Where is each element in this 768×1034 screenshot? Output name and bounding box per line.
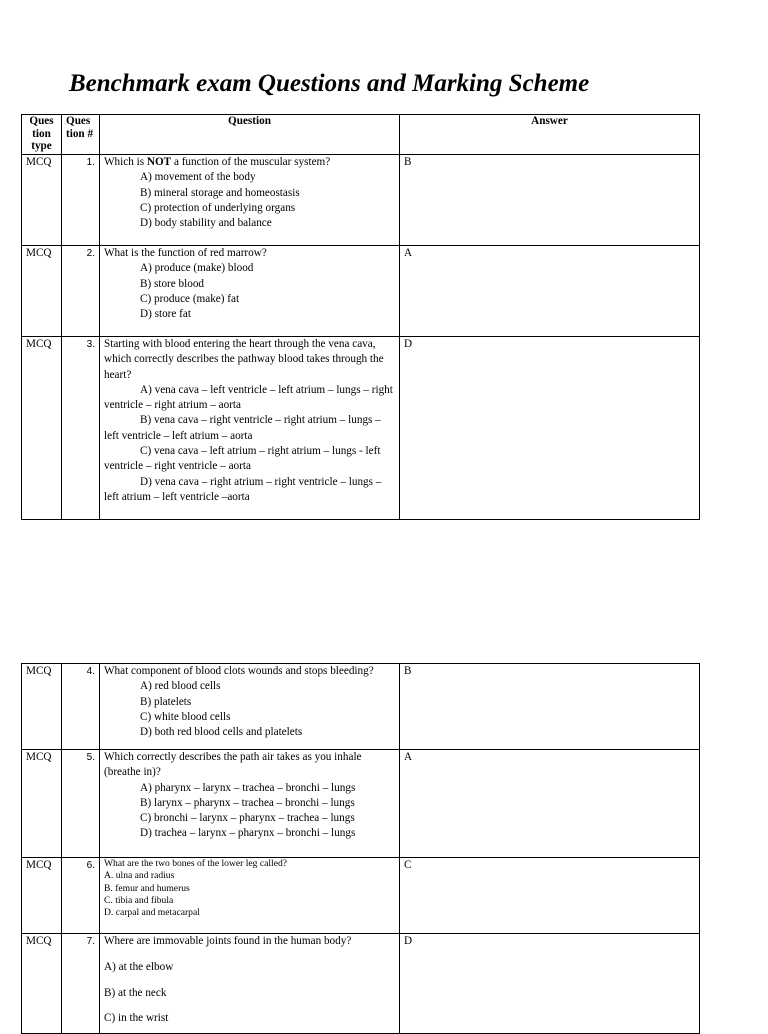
question-cell [100,934,400,1034]
question-cell [100,664,400,750]
question-type: MCQ [22,858,62,934]
emphasis-not: NOT [146,156,172,168]
option-d: D. carpal and metacarpal [104,907,200,919]
question-number: 2. [62,246,100,337]
question-cell [100,155,400,246]
answer-cell: D [400,337,700,520]
option-b: B) vena cava – right ventricle – right atrium – lungs – left ventricle – left atrium – aorta [104,414,381,442]
option-a: A) vena cava – left ventricle – left atrium – lungs – right ventricle – right atrium – aorta [104,383,393,412]
option-b: B) at the neck [104,986,167,999]
question-type: MCQ [22,750,62,858]
question-cell [100,337,400,520]
option-c: C) in the wrist [104,1012,169,1025]
table-row [22,750,700,858]
question-stem: Which is NOT a function of the muscular system? [104,156,331,168]
option-c: C. tibia and fibula [104,894,174,906]
option-c: C) white blood cells [140,710,231,723]
option-a: A) at the elbow [104,960,174,973]
option-a: A) red blood cells [140,680,221,693]
option-c: C) bronchi – larynx – pharynx – trachea – lungs [140,812,355,825]
question-number: 3. [62,337,100,520]
question-type: MCQ [22,246,62,337]
table-header-row [22,115,700,155]
option-b: B) store blood [140,277,205,290]
header-question-type: Ques tion type [22,115,62,155]
option-a: A) pharynx – larynx – trachea – bronchi – lungs [140,781,356,794]
option-b: B. femur and humerus [104,882,190,894]
option-c: C) vena cava – left atrium – right atrium – lungs - left ventricle – right ventricle – aorta [104,445,381,473]
question-cell [100,858,400,934]
option-c: C) produce (make) fat [140,292,240,305]
option-d: D) trachea – larynx – pharynx – bronchi – lungs [140,827,356,840]
question-cell [100,246,400,337]
option-a: A) produce (make) blood [140,262,254,275]
header-question-number: Ques tion # [62,115,100,155]
question-number: 7. [62,934,100,1034]
question-stem: Where are immovable joints found in the human body? [104,935,352,947]
option-b: B) platelets [140,695,192,708]
questions-table-1 [21,114,700,520]
question-stem: Starting with blood entering the heart through the vena cava, which correctly describes the pathway blood takes through the heart? [104,338,384,381]
question-stem: Which correctly describes the path air takes as you inhale (breathe in)? [104,751,362,779]
answer-cell: B [400,664,700,750]
question-number: 6. [62,858,100,934]
question-number: 1. [62,155,100,246]
question-cell [100,750,400,858]
question-stem: What are the two bones of the lower leg called? [104,858,288,869]
question-type: MCQ [22,337,62,520]
header-question: Question [100,115,400,155]
table-row [22,934,700,1034]
question-type: MCQ [22,155,62,246]
option-b: B) mineral storage and homeostasis [140,186,300,199]
page-title: Benchmark exam Questions and Marking Scheme [69,70,590,97]
answer-cell: B [400,155,700,246]
question-stem: What component of blood clots wounds and stops bleeding? [104,665,374,677]
option-d: D) store fat [140,308,191,321]
option-a: A. ulna and radius [104,870,175,882]
option-d: D) body stability and balance [140,217,272,230]
question-type: MCQ [22,664,62,750]
option-d: D) vena cava – right atrium – right ventricle – lungs – left atrium – left ventricle –aorta [104,475,382,503]
option-a: A) movement of the body [140,171,256,184]
answer-cell: A [400,246,700,337]
table-row [22,664,700,750]
table-row [22,858,700,934]
questions-table-2 [21,663,700,1034]
question-number: 4. [62,664,100,750]
question-stem: What is the function of red marrow? [104,247,267,259]
table-row [22,337,700,520]
option-c: C) protection of underlying organs [140,201,296,214]
answer-cell: A [400,750,700,858]
option-d: D) both red blood cells and platelets [140,726,303,739]
question-type: MCQ [22,934,62,1034]
answer-cell: C [400,858,700,934]
table-row [22,246,700,337]
answer-cell: D [400,934,700,1034]
option-b: B) larynx – pharynx – trachea – bronchi – lungs [140,796,355,809]
header-answer: Answer [400,115,700,155]
question-number: 5. [62,750,100,858]
table-row [22,155,700,246]
